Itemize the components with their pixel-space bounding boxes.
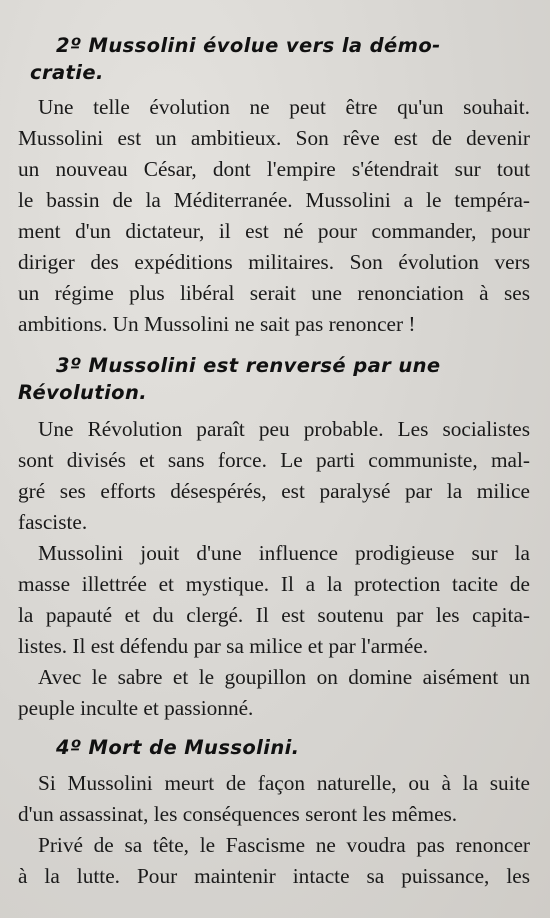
text-line: d'un assassinat, les conséquences seront les mêmes.: [18, 802, 458, 826]
heading-line: Révolution.: [18, 381, 148, 404]
text-line: listes. Il est défendu par sa milice et par l'armée.: [18, 634, 429, 658]
text-line: à la lutte. Pour maintenir intacte sa puissance, les: [18, 864, 530, 888]
heading-line: 3º Mussolini est renversé par une: [56, 354, 441, 377]
text-line: Une Révolution paraît peu probable. Les socialistes: [38, 417, 530, 441]
text-line: sont divisés et sans force. Le parti communiste, mal-: [18, 448, 530, 472]
section-heading-3: [18, 352, 530, 406]
paragraph: [18, 92, 530, 340]
text-line: Si Mussolini meurt de façon naturelle, ou à la suite: [38, 771, 530, 795]
text-line: un régime plus libéral serait une renonciation à ses: [18, 281, 530, 305]
paragraph: [18, 830, 530, 892]
text-line: Avec le sabre et le goupillon on domine aisément un: [38, 665, 530, 689]
paragraph: [18, 538, 530, 662]
text-line: Mussolini jouit d'une influence prodigieuse sur la: [38, 541, 530, 565]
section-heading-2: [18, 32, 530, 86]
text-line: ambitions. Un Mussolini ne sait pas renoncer !: [18, 312, 416, 336]
paragraph: [18, 768, 530, 830]
text-line: peuple inculte et passionné.: [18, 696, 254, 720]
text-line: la papauté et du clergé. Il est soutenu par les capita-: [18, 603, 530, 627]
paragraph: [18, 414, 530, 538]
section-heading-4: [18, 734, 530, 761]
text-line: Une telle évolution ne peut être qu'un souhait.: [38, 95, 530, 119]
text-line: masse illettrée et mystique. Il a la protection tacite de: [18, 572, 530, 596]
text-line: le bassin de la Méditerranée. Mussolini a le tempéra-: [18, 188, 530, 212]
text-line: fasciste.: [18, 510, 88, 534]
heading-line: 4º Mort de Mussolini.: [56, 736, 300, 759]
text-line: ment d'un dictateur, il est né pour commander, pour: [18, 219, 530, 243]
text-line: gré ses efforts désespérés, est paralysé par la milice: [18, 479, 530, 503]
text-line: Mussolini est un ambitieux. Son rêve est de devenir: [18, 126, 530, 150]
text-line: diriger des expéditions militaires. Son évolution vers: [18, 250, 530, 274]
heading-line: cratie.: [30, 61, 104, 84]
heading-line: 2º Mussolini évolue vers la démo-: [56, 34, 441, 57]
text-line: un nouveau César, dont l'empire s'étendrait sur tout: [18, 157, 530, 181]
paragraph: [18, 662, 530, 724]
text-line: Privé de sa tête, le Fascisme ne voudra pas renoncer: [38, 833, 530, 857]
